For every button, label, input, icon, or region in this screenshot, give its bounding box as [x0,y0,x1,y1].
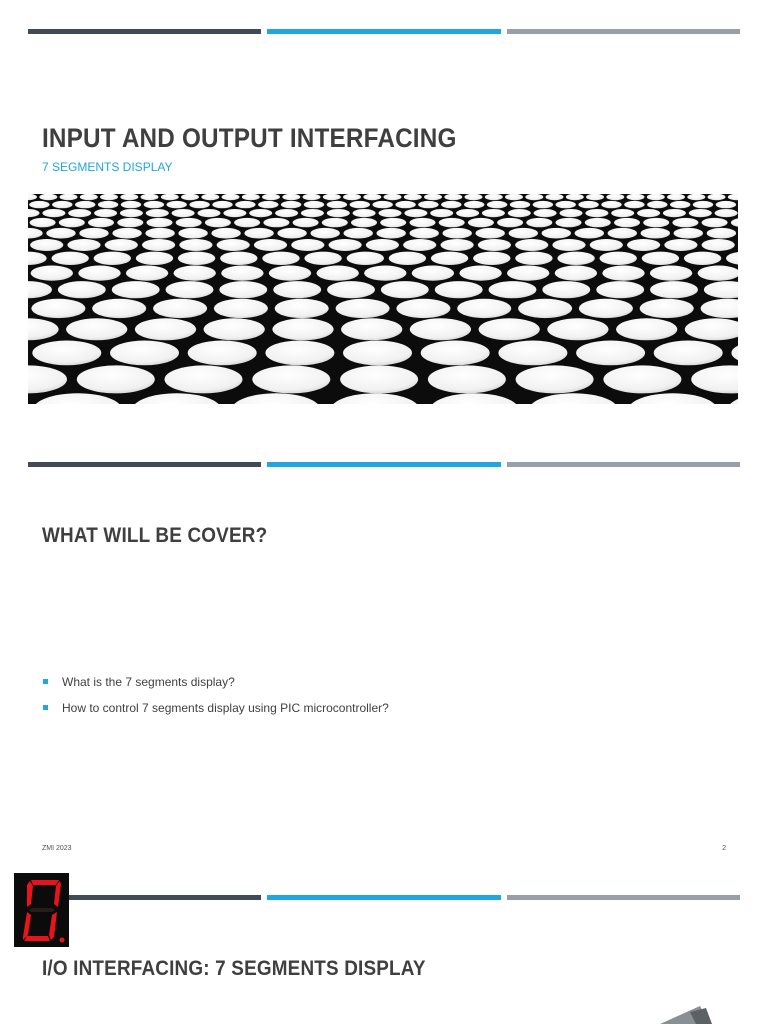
disc [546,194,564,200]
disc [731,341,738,366]
disc [428,365,506,393]
disc [262,252,299,265]
disc [716,201,736,208]
disc [329,239,362,251]
disc [459,266,501,281]
disc [117,218,143,227]
disc [32,341,101,366]
disc [77,365,155,393]
disc [341,318,402,340]
slide1-accent-bar [28,29,740,34]
disc [201,194,219,200]
disc [430,393,518,404]
disc [606,194,624,200]
disc [262,194,280,200]
disc [363,194,381,200]
disc [28,365,67,393]
disc [715,209,738,217]
partial-image-corner [660,1002,740,1024]
disc [120,209,143,217]
disc [92,299,146,318]
disc [650,266,692,281]
disc [304,201,324,208]
disc [52,252,89,265]
disc [66,318,127,340]
segment-f [27,881,33,907]
disc [596,281,644,298]
disc [518,299,572,318]
disc [627,239,660,251]
disc [485,194,503,200]
disc [204,318,265,340]
disc [198,209,221,217]
accent-bar-gray [507,895,740,900]
disc [327,209,350,217]
disc [441,239,474,251]
disc [219,281,267,298]
disc [263,218,289,227]
disc [269,266,311,281]
disc [473,252,510,265]
disc [136,252,173,265]
disc [431,252,468,265]
disc [30,218,56,227]
disc [105,239,138,251]
disc [602,266,644,281]
disc [254,239,287,251]
disc [112,228,141,239]
disc [643,218,669,227]
disc [145,228,174,239]
disc [590,239,623,251]
disc [28,209,40,217]
disc [529,393,617,404]
disc [351,218,377,227]
disc [272,318,333,340]
disc [439,218,465,227]
disc [515,252,552,265]
disc [67,239,100,251]
disc [476,228,505,239]
disc [223,209,246,217]
disc [214,299,268,318]
disc [647,194,665,200]
disc [217,239,250,251]
disc [79,228,108,239]
slide1-subtitle: 7 SEGMENTS DISPLAY [42,160,173,174]
slide2-accent-bar [28,462,740,467]
disc [235,201,255,208]
disc [637,209,660,217]
disc [650,281,698,298]
disc [343,341,412,366]
accent-bar-blue [267,462,500,467]
disc [344,228,373,239]
hero-image [28,194,738,404]
disc [46,228,75,239]
disc [340,365,418,393]
disc [75,201,95,208]
bullet-item [42,675,389,701]
disc [389,252,426,265]
disc [31,299,85,318]
disc [94,209,117,217]
disc [179,239,212,251]
disc [98,201,118,208]
disc [497,218,523,227]
disc [188,341,257,366]
disc [28,281,52,298]
disc [42,209,65,217]
disc [670,201,690,208]
disc [30,239,63,251]
disc [277,228,306,239]
accent-bar-gray [507,29,740,34]
disc [640,299,694,318]
slide3-title: I/O INTERFACING: 7 SEGMENTS DISPLAY [42,957,426,980]
disc [468,218,494,227]
disc [121,201,141,208]
disc [28,228,43,239]
disc [322,218,348,227]
disc [465,194,483,200]
accent-bar-dark [28,462,261,467]
disc [611,209,634,217]
bullet-list [42,675,389,727]
disc [147,218,173,227]
bullet-text: What is the 7 segments display? [62,675,235,689]
disc [120,194,138,200]
disc [153,299,207,318]
disc [167,201,187,208]
seven-segment-display-icon [14,873,69,947]
disc [221,266,263,281]
disc [301,209,324,217]
disc [142,239,175,251]
disc [515,239,548,251]
disc [404,194,422,200]
disc [534,209,557,217]
disc [212,201,232,208]
disc [100,194,118,200]
disc [578,201,598,208]
disc [674,228,703,239]
disc [28,194,37,200]
disc [555,266,597,281]
disc [146,209,169,217]
disc [396,299,450,318]
disc [384,194,402,200]
disc [176,218,202,227]
disc [654,341,723,366]
disc [404,209,427,217]
disc [252,365,330,393]
segment-a [31,880,59,885]
disc [464,201,484,208]
disc [133,393,221,404]
disc [579,299,633,318]
disc [380,218,406,227]
disc [28,318,59,340]
disc [242,194,260,200]
disc [94,252,131,265]
disc [144,201,164,208]
slide1-title: INPUT AND OUTPUT INTERFACING [42,123,457,153]
segment-d [24,936,50,941]
disc [457,299,511,318]
disc [629,393,717,404]
disc [303,194,321,200]
footer-text: ZMI 2023 [42,845,72,852]
disc [701,299,738,318]
disc [58,281,106,298]
disc [542,281,590,298]
disc [482,209,505,217]
disc [59,218,85,227]
disc [603,365,681,393]
disc [424,194,442,200]
disc [249,209,272,217]
disc [507,266,549,281]
disc [510,201,530,208]
disc [421,341,490,366]
bullet-text: How to control 7 segments display using PIC microcontroller? [62,701,389,715]
segment-c [49,912,57,940]
disc [642,252,679,265]
disc [234,218,260,227]
disc [141,194,159,200]
disc [112,281,160,298]
disc [487,201,507,208]
disc [336,299,390,318]
disc [585,218,611,227]
slide2-title: WHAT WILL BE COVER? [42,524,268,547]
disc [281,201,301,208]
disc [647,201,667,208]
disc [664,239,697,251]
disc [410,218,436,227]
disc [552,239,585,251]
disc [430,209,453,217]
disc [672,218,698,227]
disc [418,201,438,208]
disc [691,365,738,393]
disc [373,201,393,208]
disc [728,393,738,404]
disc [68,209,91,217]
disc [395,201,415,208]
disc [178,228,207,239]
disc [31,266,73,281]
disc [707,228,736,239]
disc [575,228,604,239]
disc [698,266,738,281]
disc [282,194,300,200]
disc [731,218,738,227]
disc [265,341,334,366]
accent-bar-blue [267,29,500,34]
disc [412,266,454,281]
disc [508,209,531,217]
disc [29,201,49,208]
disc [542,228,571,239]
disc [702,239,735,251]
disc [258,201,278,208]
disc [685,318,738,340]
page-number: 2 [722,845,726,852]
disc [327,201,347,208]
disc [566,194,584,200]
disc [444,194,462,200]
disc [600,252,637,265]
disc [728,194,738,200]
disc [110,341,179,366]
disc [327,281,375,298]
disc [88,218,114,227]
disc [614,218,640,227]
disc [689,209,712,217]
disc [34,393,122,404]
bullet-square-icon [43,705,48,710]
disc [178,252,215,265]
disc [161,194,179,200]
accent-bar-dark [28,29,261,34]
segment-g [29,908,55,912]
disc [684,252,721,265]
disc [126,266,168,281]
disc [244,228,273,239]
disc [479,318,540,340]
disc [435,281,483,298]
disc [410,228,439,239]
disc [585,209,608,217]
disc [78,266,120,281]
disc [181,194,199,200]
disc [702,218,728,227]
disc [586,194,604,200]
disc [211,228,240,239]
disc [704,281,738,298]
disc [291,239,324,251]
disc [135,318,196,340]
disc [441,201,461,208]
disc [624,201,644,208]
disc [525,194,543,200]
disc [556,201,576,208]
bullet-square-icon [43,679,48,684]
disc [232,393,320,404]
disc [275,299,329,318]
disc [165,365,243,393]
disc [317,266,359,281]
decimal-point [60,938,65,943]
disc [627,194,645,200]
disc [222,194,240,200]
disc [489,281,537,298]
disc [498,341,567,366]
disc [576,341,645,366]
disc [353,209,376,217]
disc [443,228,472,239]
disc [687,194,705,200]
disc [304,252,341,265]
disc [667,194,685,200]
disc [533,201,553,208]
disc [516,365,594,393]
disc [547,318,608,340]
disc [366,239,399,251]
disc [166,281,214,298]
disc [311,228,340,239]
disc [641,228,670,239]
disc [189,201,209,208]
disc [52,201,72,208]
disc [608,228,637,239]
accent-bar-gray [507,462,740,467]
disc [509,228,538,239]
disc [273,281,321,298]
disc [557,252,594,265]
bullet-item [42,701,389,727]
disc [560,209,583,217]
disc [403,239,436,251]
abstract-white-discs-image [28,194,738,404]
disc [28,252,47,265]
disc [526,218,552,227]
disc [377,228,406,239]
disc [708,194,726,200]
disc [726,252,738,265]
disc [172,209,195,217]
disc [410,318,471,340]
disc [663,209,686,217]
segment-e [23,912,31,940]
accent-bar-blue [267,895,500,900]
disc [381,281,429,298]
disc [693,201,713,208]
disc [220,252,257,265]
disc [39,194,57,200]
disc [556,218,582,227]
disc [379,209,402,217]
disc [350,201,370,208]
disc [616,318,677,340]
slide3-accent-bar [28,895,740,900]
disc [293,218,319,227]
disc [505,194,523,200]
disc [343,194,361,200]
disc [601,201,621,208]
disc [347,252,384,265]
disc [80,194,98,200]
disc [478,239,511,251]
disc [60,194,78,200]
disc [205,218,231,227]
disc [331,393,419,404]
disc [275,209,298,217]
disc [364,266,406,281]
disc [174,266,216,281]
disc [456,209,479,217]
disc [323,194,341,200]
